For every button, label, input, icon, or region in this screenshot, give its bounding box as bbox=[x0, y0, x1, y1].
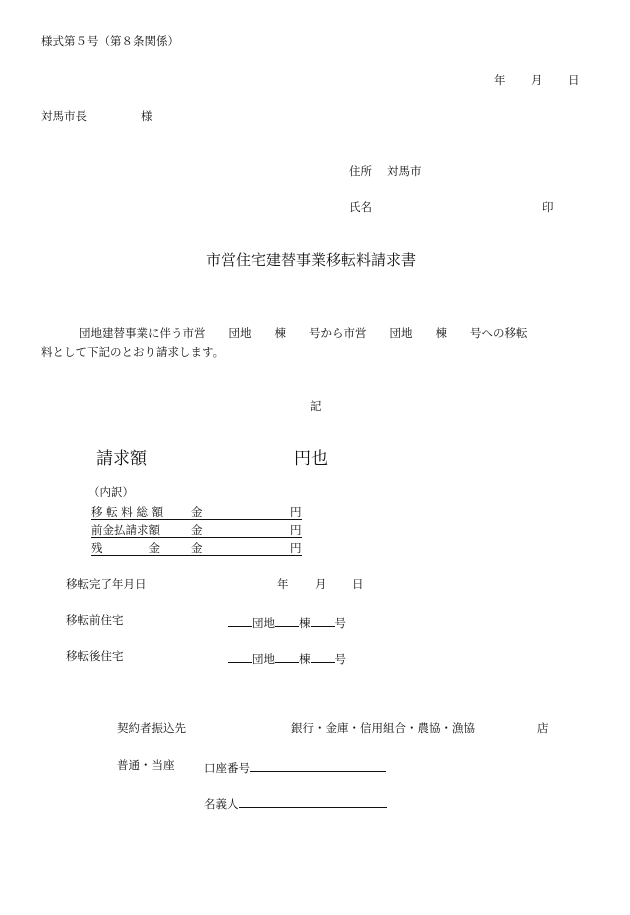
breakdown-row-label: 移 転 料 総 額 bbox=[91, 505, 164, 519]
tou-label: 棟 bbox=[299, 652, 311, 666]
addressee-name: 対馬市長 bbox=[41, 109, 87, 123]
tou-blank bbox=[275, 615, 299, 627]
gou-label: 号 bbox=[334, 652, 346, 666]
completion-label: 移転完了年月日 bbox=[66, 577, 147, 591]
account-number-line bbox=[204, 760, 386, 775]
breakdown-row-label: 前金払請求額 bbox=[91, 523, 160, 537]
seal-mark: 印 bbox=[542, 200, 554, 214]
gou-blank bbox=[311, 615, 335, 627]
holder-blank bbox=[239, 796, 387, 808]
claim-label: 請求額 bbox=[96, 449, 147, 469]
tou-blank bbox=[275, 651, 299, 663]
breakdown-row-yen: 円 bbox=[290, 541, 302, 555]
claim-unit: 円也 bbox=[294, 449, 328, 469]
breakdown-header: （内訳） bbox=[88, 485, 134, 499]
form-number: 様式第５号（第８条関係） bbox=[41, 34, 179, 48]
gou-label: 号 bbox=[334, 616, 346, 630]
holder-label: 名義人 bbox=[204, 797, 239, 811]
breakdown-row-yen: 円 bbox=[290, 505, 302, 519]
breakdown-row-kin: 金 bbox=[191, 523, 203, 537]
transfer-label: 契約者振込先 bbox=[117, 721, 186, 735]
tou-label: 棟 bbox=[299, 616, 311, 630]
document-title: 市営住宅建替事業移転料請求書 bbox=[206, 251, 417, 269]
address-label: 住所 bbox=[349, 164, 372, 178]
branch-label: 店 bbox=[537, 721, 549, 735]
name-label: 氏名 bbox=[349, 200, 372, 214]
body-line-1: 団地建替事業に伴う市営 団地 棟 号から市営 団地 棟 号への移転 bbox=[79, 326, 528, 340]
ki-label: 記 bbox=[310, 399, 322, 413]
completion-year: 年 bbox=[277, 577, 289, 591]
danchi-blank bbox=[228, 651, 252, 663]
gou-blank bbox=[311, 651, 335, 663]
danchi-label: 団地 bbox=[252, 652, 275, 666]
completion-day: 日 bbox=[352, 577, 364, 591]
address-value: 対馬市 bbox=[387, 164, 422, 178]
before-housing-line bbox=[228, 615, 346, 630]
breakdown-row-kin: 金 bbox=[191, 505, 203, 519]
breakdown-row-kin: 金 bbox=[191, 541, 203, 555]
holder-line bbox=[204, 796, 387, 811]
completion-month: 月 bbox=[315, 577, 327, 591]
after-housing-line bbox=[228, 651, 346, 666]
date-year: 年 bbox=[494, 73, 506, 87]
breakdown-row-yen: 円 bbox=[290, 523, 302, 537]
account-number-label: 口座番号 bbox=[204, 761, 250, 775]
addressee-honorific: 様 bbox=[141, 109, 153, 123]
institution-types: 銀行・金庫・信用組合・農協・漁協 bbox=[291, 721, 475, 735]
breakdown-row-label: 残 金 bbox=[91, 541, 160, 555]
account-type: 普通・当座 bbox=[117, 758, 175, 772]
after-housing-label: 移転後住宅 bbox=[66, 649, 124, 663]
date-month: 月 bbox=[531, 73, 543, 87]
before-housing-label: 移転前住宅 bbox=[66, 613, 124, 627]
danchi-label: 団地 bbox=[252, 616, 275, 630]
body-line-2: 料として下記のとおり請求します。 bbox=[41, 345, 225, 359]
account-number-blank bbox=[250, 760, 386, 772]
date-day: 日 bbox=[568, 73, 580, 87]
danchi-blank bbox=[228, 615, 252, 627]
